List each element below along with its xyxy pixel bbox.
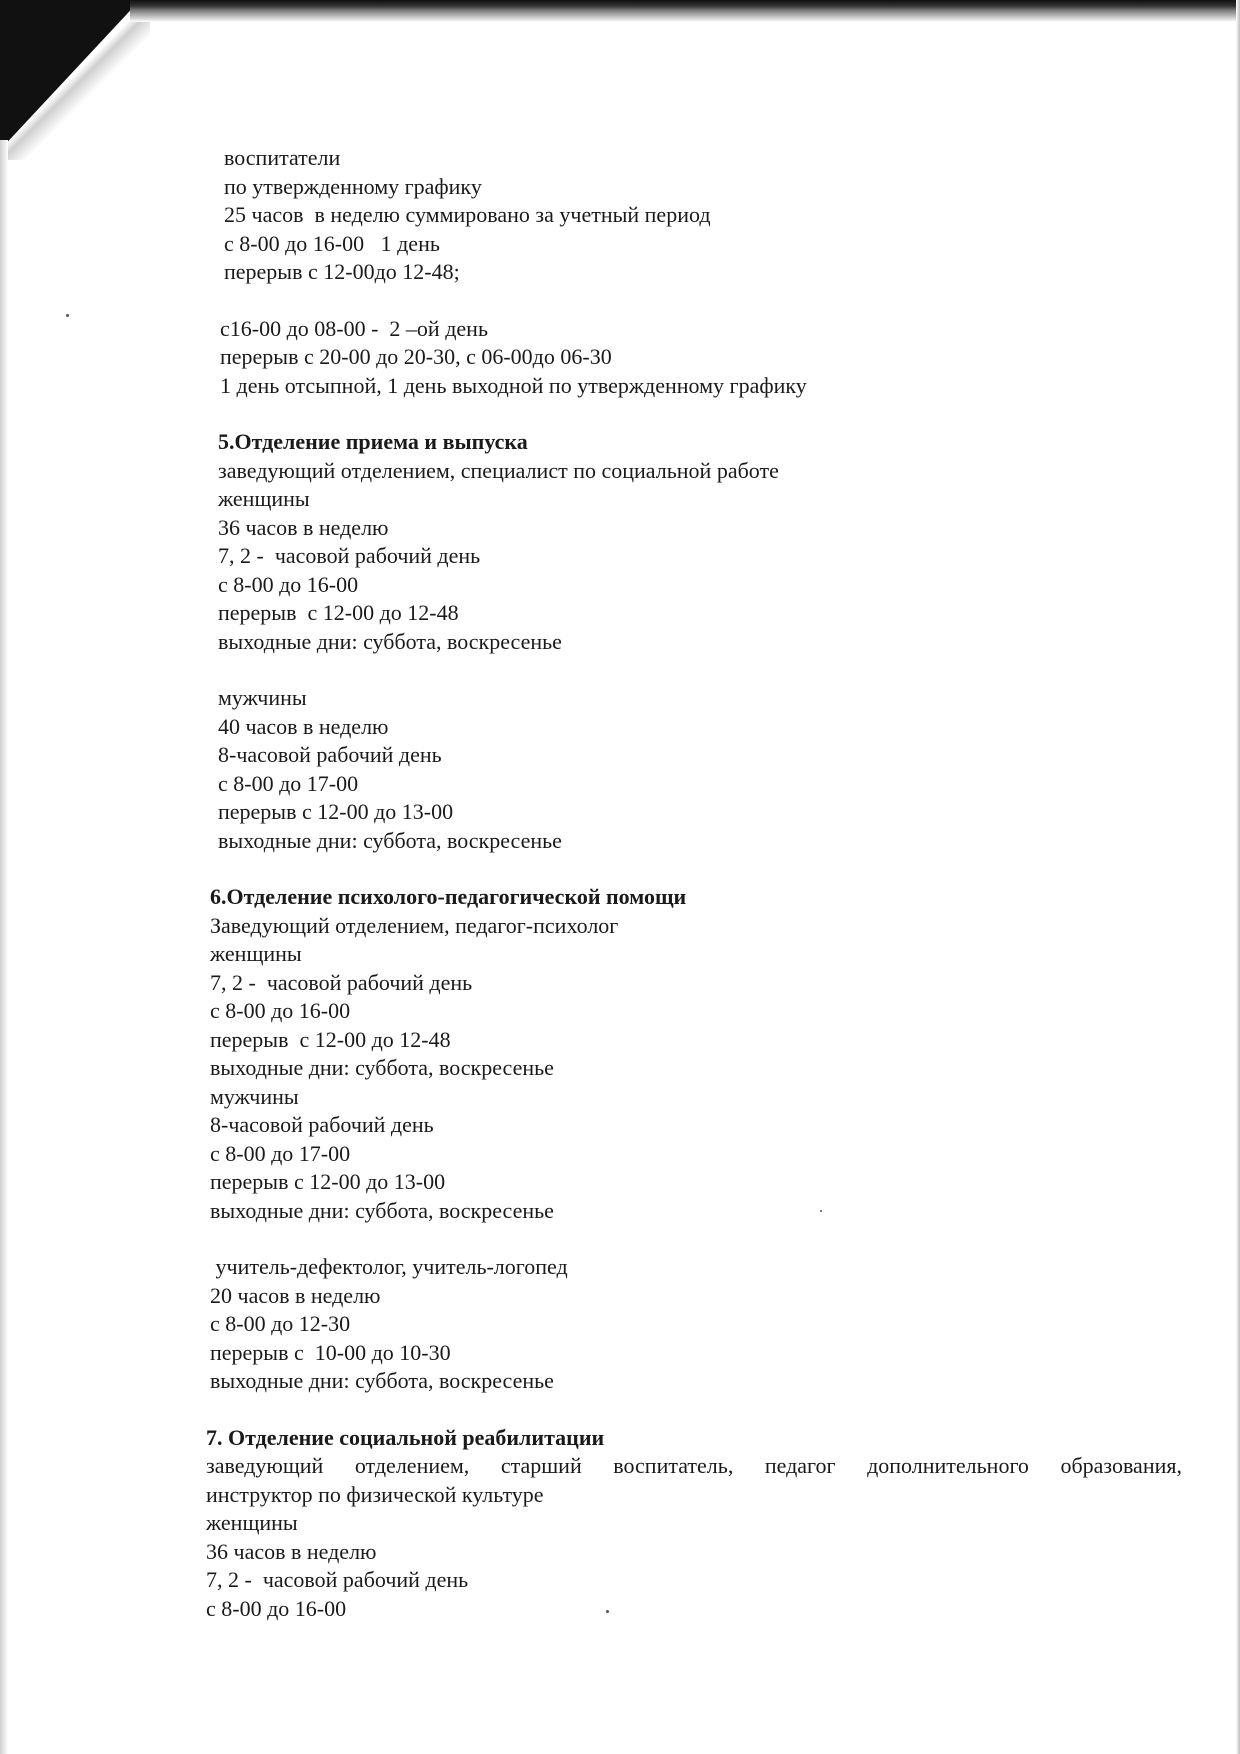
spacer [200, 400, 1180, 428]
text-line: с 8-00 до 17-00 [210, 1140, 351, 1166]
section-heading: 5.Отделение приема и выпуска [218, 429, 528, 454]
text-line: перерыв с 12-00 до 13-00 [218, 799, 454, 824]
text-line: перерыв с 12-00 до 12-48 [218, 600, 459, 625]
text-line: женщины [206, 1510, 298, 1535]
text-line: мужчины [210, 1083, 299, 1109]
text-line: выходные дни: суббота, воскресенье [218, 628, 562, 654]
section-6 [210, 883, 1180, 1396]
text-line: по утвержденному графику [224, 173, 482, 199]
text-line: выходные дни: суббота, воскресенье [210, 1197, 554, 1223]
text-line: мужчины [218, 685, 307, 710]
scan-speck [66, 314, 69, 317]
text-line: 7, 2 - часовой рабочий день [206, 1567, 469, 1592]
text-line: с 8-00 до 17-00 [218, 770, 359, 796]
text-line: перерыв с 12-00 до 12-48 [210, 1026, 451, 1052]
text-line: 7, 2 - часовой рабочий день [218, 543, 481, 568]
scan-left-edge [0, 140, 8, 1754]
spacer [200, 855, 1180, 883]
corner-shade [0, 0, 150, 160]
text-line: воспитатели [224, 145, 341, 170]
text-line: женщины [210, 941, 302, 966]
text-line: 36 часов в неделю [218, 514, 389, 540]
text-line: 25 часов в неделю суммировано за учетный период [224, 202, 711, 227]
scan-top-edge [130, 0, 1240, 22]
scan-right-edge [1236, 0, 1240, 1754]
text-line: перерыв с 10-00 до 10-30 [210, 1339, 451, 1365]
text-line: перерыв с 12-00до 12-48; [224, 259, 460, 284]
section-5 [218, 428, 1180, 855]
text-line: 36 часов в неделю [206, 1538, 377, 1564]
text-line: заведующий отделением, специалист по социальной работе [218, 457, 779, 483]
text-line: выходные дни: суббота, воскресенье [210, 1055, 554, 1080]
text-line: с16-00 до 08-00 - 2 –ой день [220, 315, 488, 341]
text-line: выходные дни: суббота, воскресенье [218, 827, 562, 853]
text-line: 20 часов в неделю [210, 1282, 381, 1308]
text-line: Заведующий отделением, педагог-психолог [210, 912, 619, 938]
text-line: 40 часов в неделю [218, 713, 389, 739]
block-educators [224, 144, 1180, 287]
text-line: 8-часовой рабочий день [218, 742, 442, 767]
block-night-shift [220, 315, 1180, 401]
text-line: учитель-дефектолог, учитель-логопед [210, 1254, 568, 1279]
text-line: с 8-00 до 16-00 [218, 571, 359, 597]
text-line: 8-часовой рабочий день [210, 1112, 434, 1137]
section-heading: 6.Отделение психолого-педагогической помощи [210, 884, 687, 909]
text-line: перерыв с 12-00 до 13-00 [210, 1169, 446, 1194]
text-line: выходные дни: суббота, воскресенье [210, 1368, 554, 1393]
text-line: с 8-00 до 12-30 [210, 1311, 351, 1336]
text-line: с 8-00 до 16-00 [210, 998, 351, 1023]
text-line: заведующий отделением, старший воспитатель, педагог дополнительного образования, [206, 1453, 1182, 1478]
text-line: с 8-00 до 16-00 [206, 1595, 347, 1621]
spacer [210, 1225, 1180, 1253]
text-line: перерыв с 20-00 до 20-30, с 06-00до 06-30 [220, 344, 612, 369]
document-body [200, 144, 1180, 1623]
section-7 [206, 1424, 1182, 1624]
spacer [218, 656, 1180, 684]
text-line: 7, 2 - часовой рабочий день [210, 969, 473, 995]
spacer [200, 1396, 1180, 1424]
text-line: 1 день отсыпной, 1 день выходной по утвержденному графику [220, 372, 807, 398]
text-line: женщины [218, 486, 310, 511]
text-line: инструктор по физической культуре [206, 1481, 544, 1507]
text-line: с 8-00 до 16-00 1 день [224, 230, 440, 256]
section-heading: 7. Отделение социальной реабилитации [206, 1424, 605, 1450]
spacer [200, 287, 1180, 315]
